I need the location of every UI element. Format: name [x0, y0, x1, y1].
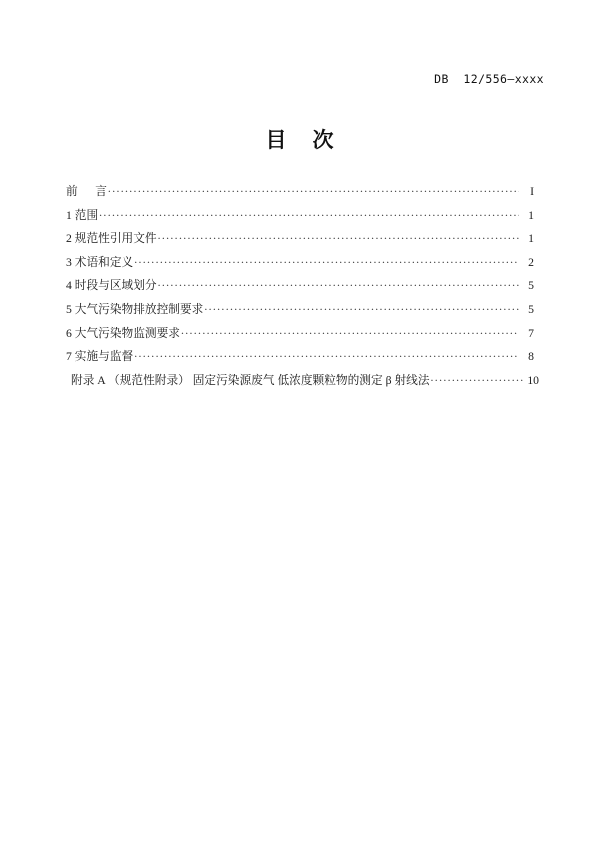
- toc-leader-dots: [431, 372, 524, 384]
- toc-entry-page: 10: [527, 373, 539, 387]
- toc-entry[interactable]: [66, 230, 534, 254]
- toc-entry-label: 2 规范性引用文件: [66, 232, 157, 246]
- toc-leader-dots: [99, 207, 519, 219]
- toc-entry[interactable]: [66, 277, 534, 301]
- standard-number-header: DB 12/556—xxxx: [434, 72, 544, 86]
- toc-entry-page: 8: [528, 350, 534, 364]
- toc-entry-label: 4 时段与区域划分: [66, 279, 157, 293]
- toc-entry-page: 1: [528, 232, 534, 246]
- toc-leader-dots: [134, 348, 519, 360]
- toc-leader-dots: [158, 231, 519, 243]
- toc-entry-page: 2: [528, 255, 534, 269]
- toc-entry-page: 5: [528, 279, 534, 293]
- toc-entry-page: 5: [528, 302, 534, 316]
- toc-entry-label: 5 大气污染物排放控制要求: [66, 302, 204, 316]
- toc-entry-label: 6 大气污染物监测要求: [66, 326, 180, 340]
- toc-entry[interactable]: [66, 254, 534, 278]
- toc-entry-page: I: [530, 185, 534, 198]
- toc-entry-label: 前 言: [66, 185, 107, 198]
- toc-entry-appendix[interactable]: [66, 372, 539, 396]
- toc-entry-page: 7: [528, 326, 534, 340]
- toc-leader-dots: [108, 183, 519, 195]
- toc-entry-label: 3 术语和定义: [66, 255, 134, 269]
- toc-leader-dots: [181, 325, 519, 337]
- toc-leader-dots: [158, 278, 519, 290]
- toc-entry[interactable]: [66, 348, 534, 372]
- toc-leader-dots: [204, 301, 519, 313]
- toc-entry-label: 附录 A （规范性附录） 固定污染源废气 低浓度颗粒物的测定 β 射线法: [71, 373, 430, 387]
- toc-entry[interactable]: [66, 325, 534, 349]
- table-of-contents: [66, 183, 539, 395]
- toc-entry[interactable]: [66, 301, 534, 325]
- page-title: 目 次: [265, 128, 335, 152]
- toc-entry[interactable]: [66, 207, 534, 231]
- toc-entry[interactable]: [66, 183, 534, 207]
- toc-leader-dots: [134, 254, 519, 266]
- toc-entry-label: 1 范围: [66, 208, 99, 222]
- toc-entry-page: 1: [528, 208, 534, 222]
- toc-entry-label: 7 实施与监督: [66, 350, 134, 364]
